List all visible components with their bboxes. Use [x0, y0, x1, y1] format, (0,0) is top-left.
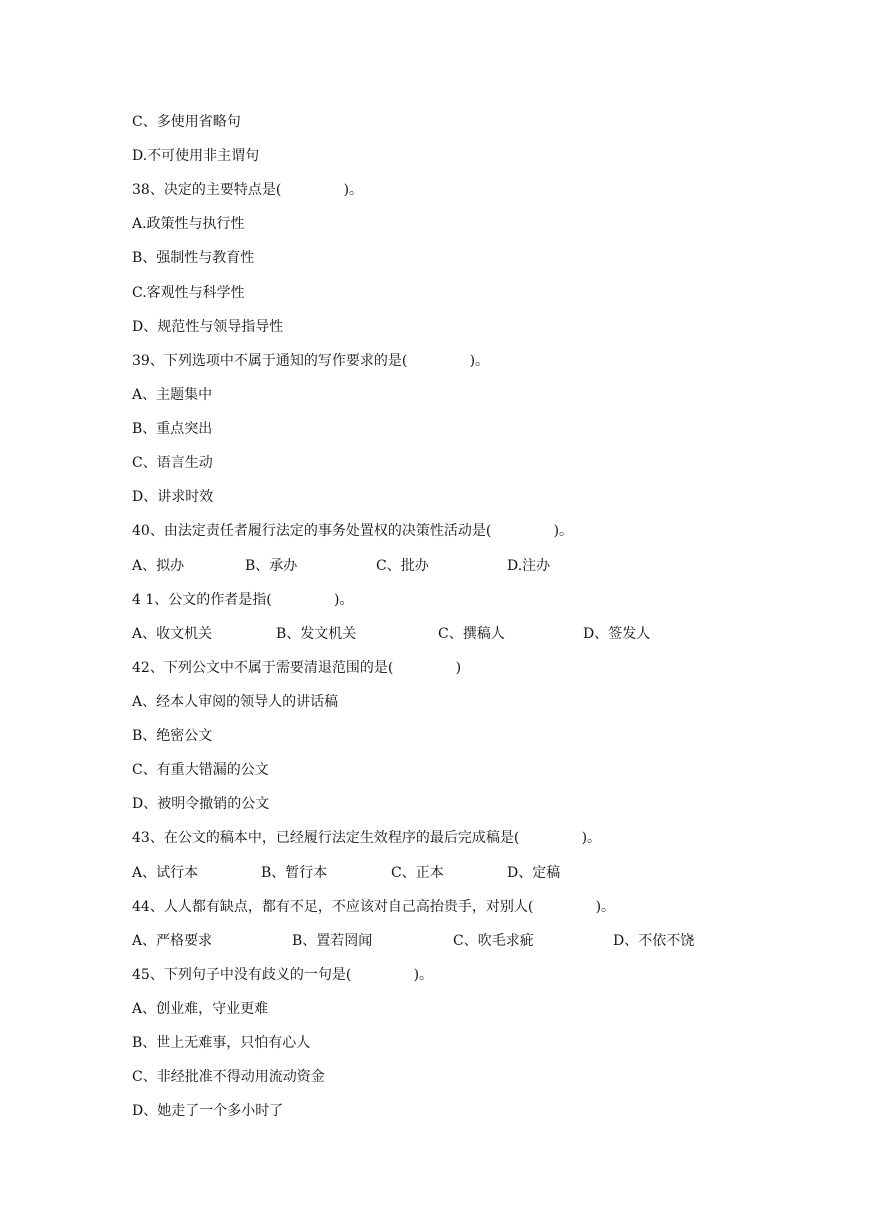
option-line: D、被明令撤销的公文 [132, 796, 270, 812]
option-line: D、讲求时效 [132, 489, 214, 505]
question-39: 39、下列选项中不属于通知的写作要求的是( )。 [132, 353, 490, 369]
question-38: 38、决定的主要特点是( )。 [132, 182, 364, 198]
option-c: C、正本 [391, 865, 444, 881]
option-line: A、创业难，守业更难 [132, 1001, 269, 1017]
option-line: C、多使用省略句 [132, 114, 241, 130]
option-d: D、不依不饶 [613, 933, 695, 949]
option-line: A、主题集中 [132, 387, 213, 403]
option-c: C、撰稿人 [438, 626, 505, 642]
option-a: A、收文机关 [132, 626, 213, 642]
option-c: C、批办 [376, 558, 429, 574]
option-line: D、她走了一个多小时了 [132, 1103, 284, 1119]
option-b: B、暂行本 [261, 865, 328, 881]
option-line: C、非经批准不得动用流动资金 [132, 1069, 325, 1085]
option-line: C.客观性与科学性 [132, 285, 245, 301]
option-line: B、绝密公文 [132, 728, 213, 744]
option-line: B、强制性与教育性 [132, 250, 255, 266]
option-b: B、发文机关 [276, 626, 357, 642]
option-line: A、经本人审阅的领导人的讲话稿 [132, 694, 339, 710]
option-a: A、拟办 [132, 558, 185, 574]
question-41: 4 1、公文的作者是指( )。 [132, 592, 354, 608]
option-line: A.政策性与执行性 [132, 216, 245, 232]
option-a: A、试行本 [132, 865, 199, 881]
option-b: B、置若罔闻 [292, 933, 373, 949]
question-45: 45、下列句子中没有歧义的一句是( )。 [132, 967, 434, 983]
option-d: D、签发人 [583, 626, 651, 642]
question-43: 43、在公文的稿本中，已经履行法定生效程序的最后完成稿是( )。 [132, 830, 602, 846]
option-line: D.不可使用非主谓句 [132, 148, 260, 164]
option-line: B、重点突出 [132, 421, 213, 437]
question-42: 42、下列公文中不属于需要清退范围的是( ) [132, 660, 462, 676]
option-line: C、有重大错漏的公文 [132, 762, 269, 778]
option-d: D、定稿 [507, 865, 561, 881]
option-c: C、吹毛求疵 [453, 933, 534, 949]
option-b: B、承办 [245, 558, 298, 574]
option-a: A、严格要求 [132, 933, 213, 949]
question-40: 40、由法定责任者履行法定的事务处置权的决策性活动是( )。 [132, 523, 574, 539]
option-line: B、世上无难事，只怕有心人 [132, 1035, 311, 1051]
option-line: D、规范性与领导指导性 [132, 319, 284, 335]
option-line: C、语言生动 [132, 455, 213, 471]
question-44: 44、人人都有缺点，都有不足，不应该对自己高抬贵手，对别人( )。 [132, 899, 616, 915]
option-d: D.注办 [507, 558, 551, 574]
